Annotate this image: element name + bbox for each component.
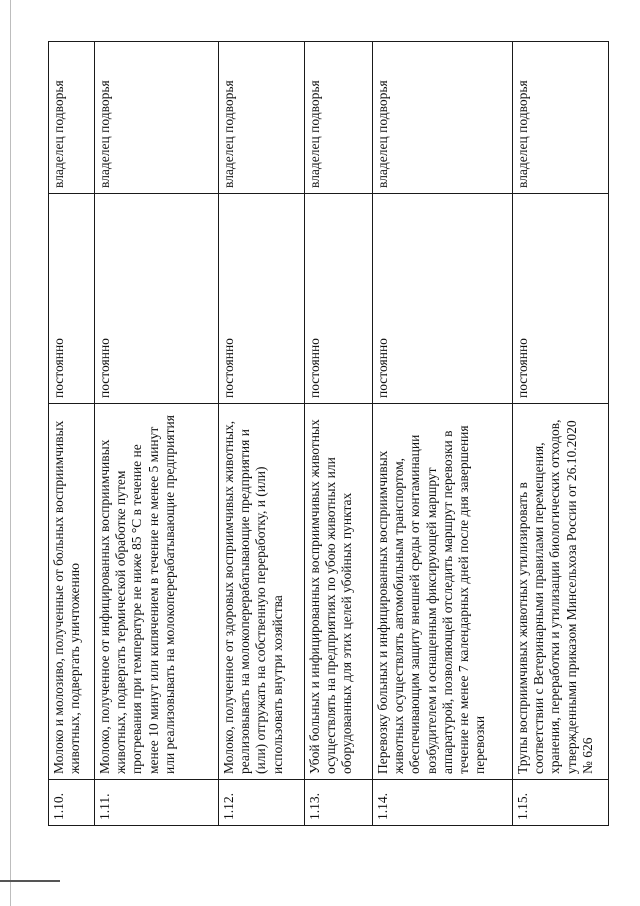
measures-table: [48, 41, 609, 826]
table-row: [513, 42, 609, 826]
period-cell: постоянно: [95, 194, 219, 404]
period-cell: постоянно: [219, 194, 305, 404]
row-number: 1.14.: [373, 780, 513, 826]
rotated-page: [48, 42, 608, 826]
row-number: 1.10.: [49, 780, 95, 826]
row-number: 1.11.: [95, 780, 219, 826]
period-cell: постоянно: [305, 194, 373, 404]
scan-mark: [0, 880, 60, 882]
table-row: [305, 42, 373, 826]
responsible-cell: владелец подворья: [95, 42, 219, 194]
table-row: [49, 42, 95, 826]
measure-text: Перевозку больных и инфицированных восприимчивых животных осуществлять автомобильным транспортом, обеспечивающим защиту внешней среды от контаминации возбудителем и оснащенным фиксирующей маршрут аппаратурой, позволяющей отследить маршрут перевозки в течение не менее 7 календарных дней после дня завершения перевозки: [373, 404, 513, 780]
measure-text: Убой больных и инфицированных восприимчивых животных осуществлять на предприятиях по убою животных или оборудованных для этих целей убойных пунктах: [305, 404, 373, 780]
period-cell: постоянно: [513, 194, 609, 404]
table-row: [219, 42, 305, 826]
table-row: [373, 42, 513, 826]
table-row: [95, 42, 219, 826]
responsible-cell: владелец подворья: [513, 42, 609, 194]
period-cell: постоянно: [373, 194, 513, 404]
measure-text: Молоко, полученное от здоровых восприимчивых животных, реализовывать на молокоперерабатывающие предприятия и (или) отгружать на собственную переработку, и (или) использовать внутри хозяйства: [219, 404, 305, 780]
page-edge-line: [10, 0, 11, 906]
responsible-cell: владелец подворья: [305, 42, 373, 194]
responsible-cell: владелец подворья: [373, 42, 513, 194]
measure-text: Молоко, полученное от инфицированных восприимчивых животных, подвергать термической обработке путем прогревания при температуре не ниже 85 °С в течение не менее 10 минут или кипячением в течение не менее 5 минут или реализовывать на молокоперерабатывающие предприятия: [95, 404, 219, 780]
row-number: 1.12.: [219, 780, 305, 826]
measure-text: Трупы восприимчивых животных утилизировать в соответствии с Ветеринарными правилами перемещения, хранения, переработки и утилизации биологических отходов, утвержденными приказом Минсельхоза России от 26.10.2020 № 626: [513, 404, 609, 780]
responsible-cell: владелец подворья: [49, 42, 95, 194]
period-cell: постоянно: [49, 194, 95, 404]
measure-text: Молоко и молозиво, полученные от больных восприимчивых животных, подвергать уничтожению: [49, 404, 95, 780]
row-number: 1.13.: [305, 780, 373, 826]
responsible-cell: владелец подворья: [219, 42, 305, 194]
row-number: 1.15.: [513, 780, 609, 826]
